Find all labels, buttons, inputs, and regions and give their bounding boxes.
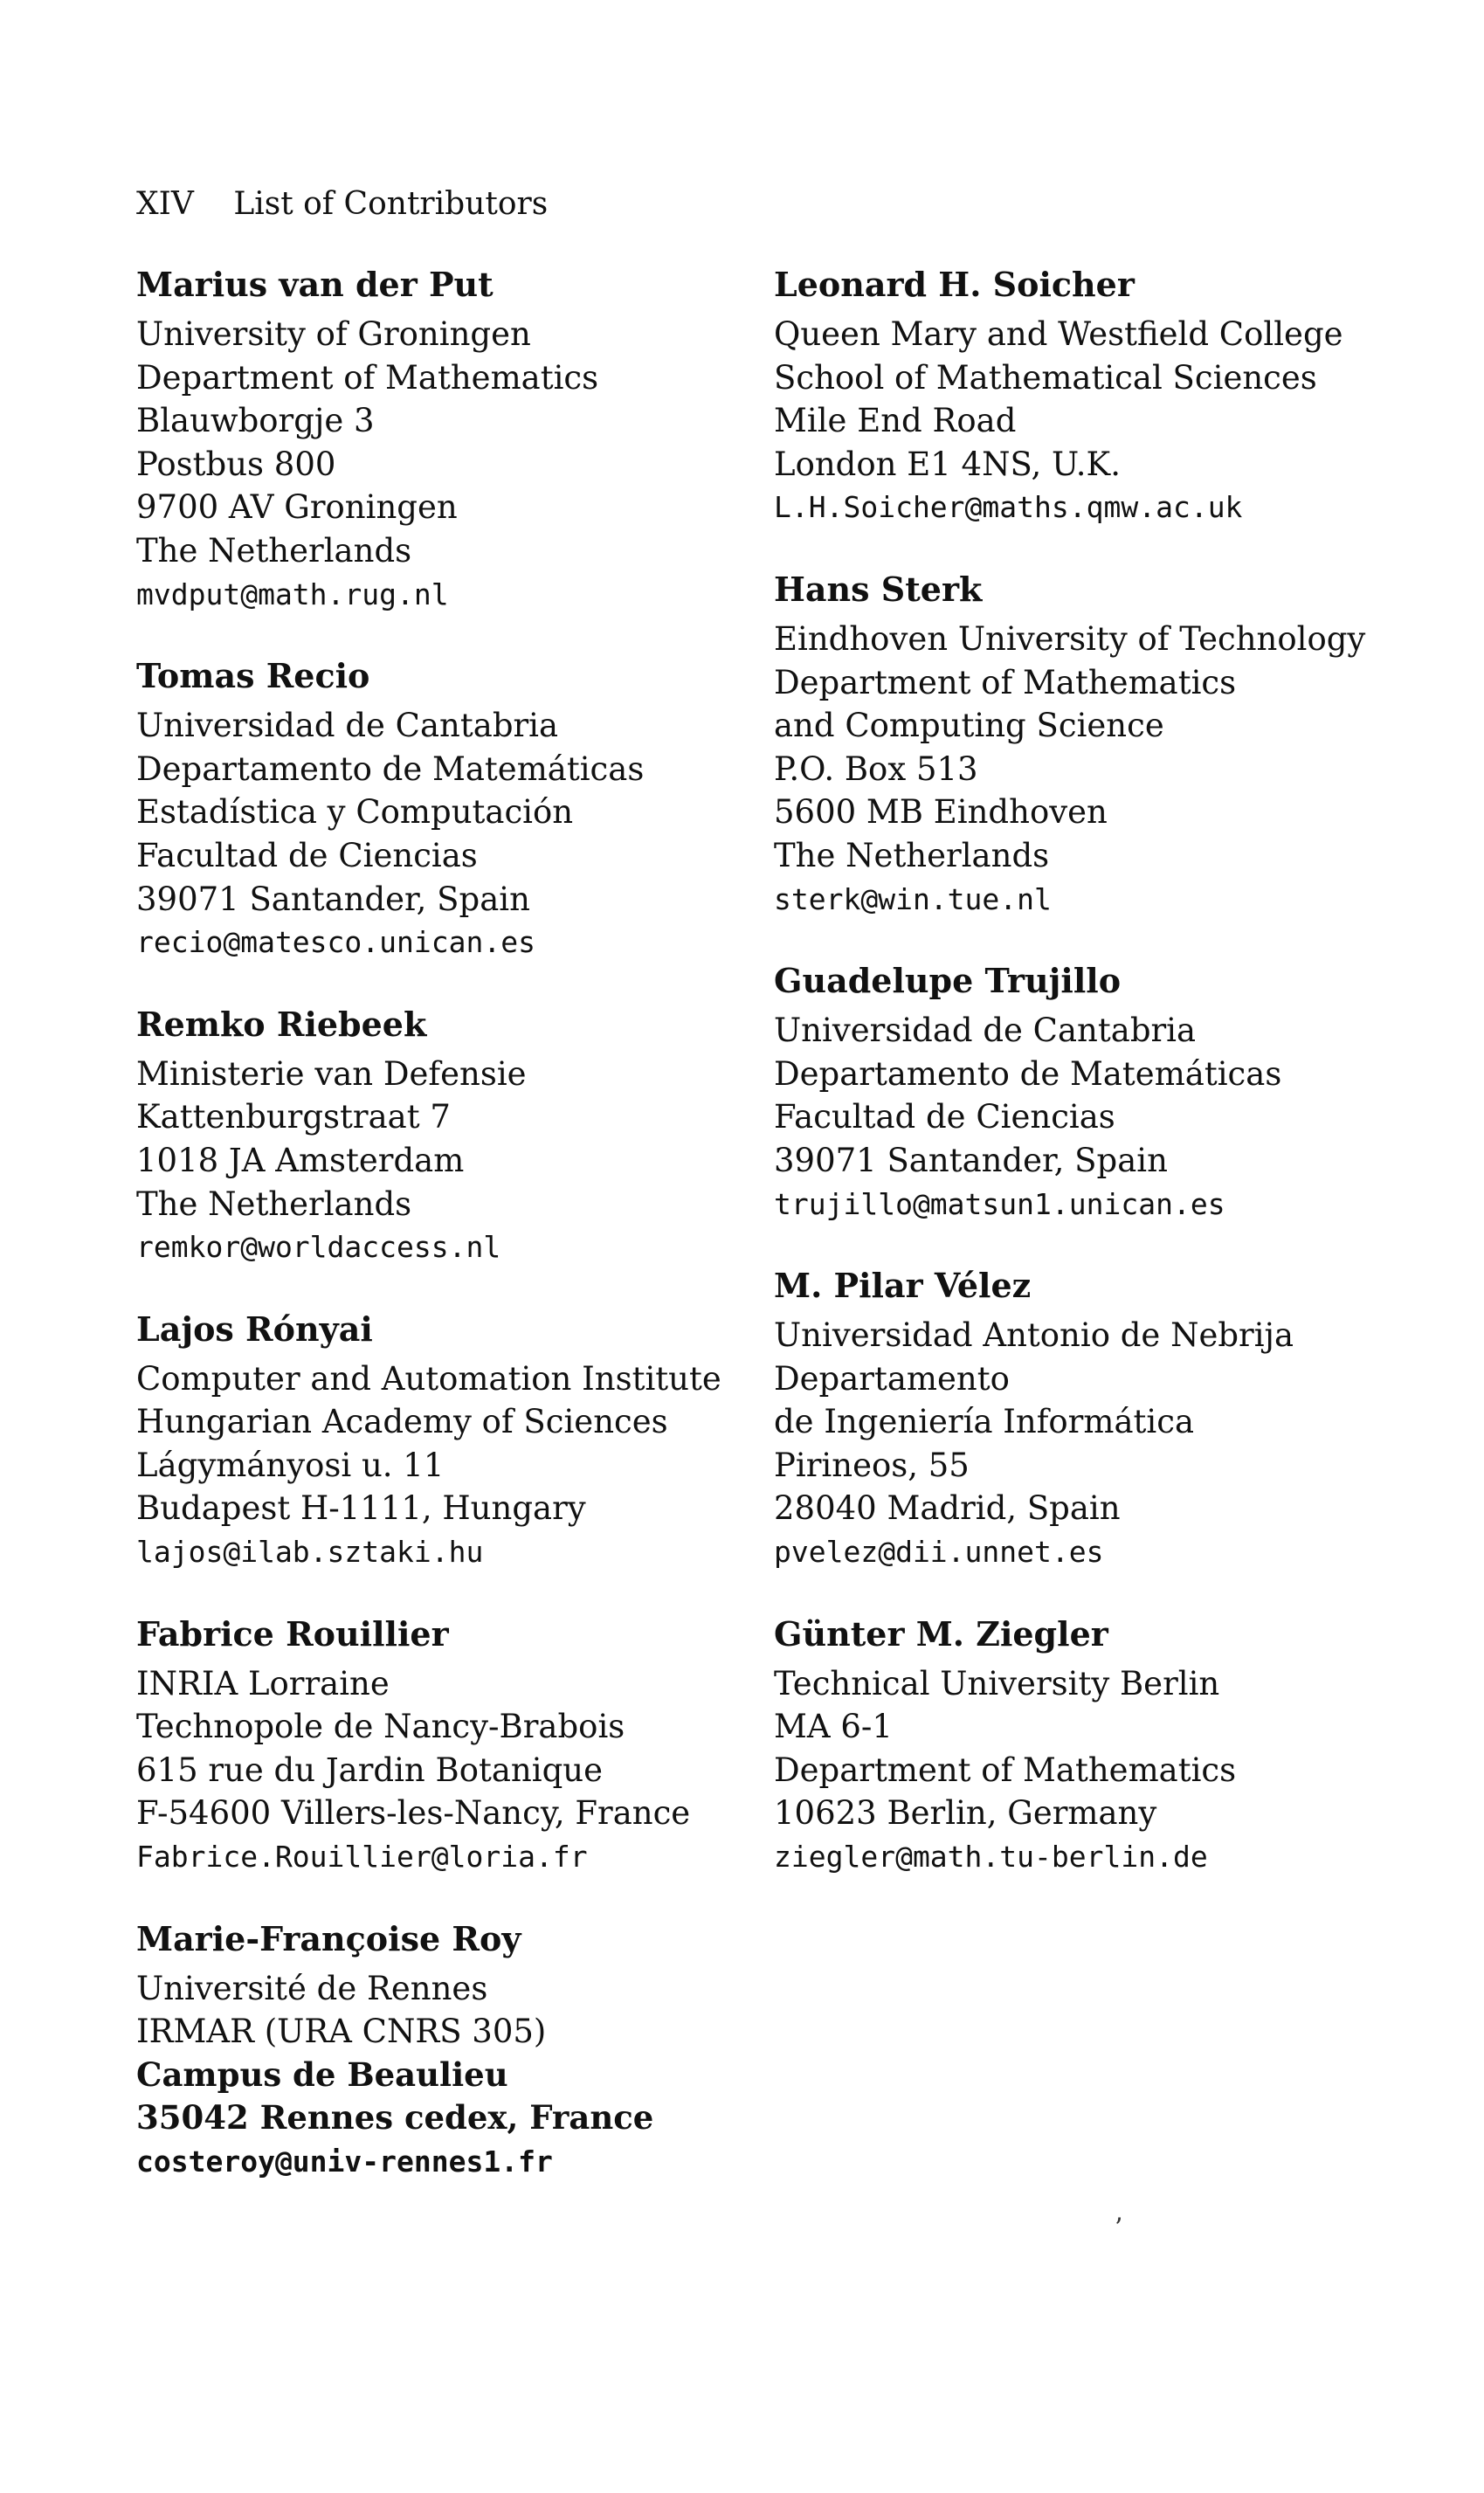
contributor-email: lajos@ilab.sztaki.hu	[136, 1535, 484, 1570]
address-line: Department of Mathematics	[136, 358, 599, 397]
address-line: 39071 Santander, Spain	[136, 880, 530, 918]
address-line: 28040 Madrid, Spain	[774, 1489, 1121, 1528]
contributor-email: trujillo@matsun1.unican.es	[774, 1186, 1225, 1221]
address-line: Eindhoven University of Technology	[774, 619, 1366, 658]
address-line: IRMAR (URA CNRS 305)	[136, 2013, 547, 2051]
address-line: Facultad de Ciencias	[136, 836, 478, 874]
address-line: Budapest H-1111, Hungary	[136, 1489, 586, 1528]
contributor-entry	[136, 1916, 800, 2184]
contributor-name: Marius van der Put	[136, 265, 494, 304]
address-line: P.O. Box 513	[774, 749, 978, 788]
address-line: Université de Rennes	[136, 1969, 488, 2007]
contributor-entry	[136, 1002, 800, 1269]
contributor-email: Fabrice.Rouillier@loria.fr	[136, 1840, 588, 1875]
address-line: INRIA Lorraine	[136, 1664, 390, 1702]
contributor-entry	[136, 262, 800, 616]
address-line: 39071 Santander, Spain	[774, 1141, 1168, 1179]
address-line: Pirineos, 55	[774, 1446, 970, 1484]
contributor-entry	[774, 262, 1438, 529]
address-line: Estadística y Computación	[136, 793, 574, 832]
contributor-name: Fabrice Rouillier	[136, 1613, 449, 1654]
contributor-name: Remko Riebeek	[136, 1004, 427, 1044]
contributor-email: costeroy@univ-rennes1.fr	[136, 2144, 553, 2179]
address-line: Departamento	[774, 1359, 1010, 1398]
running-header	[136, 185, 548, 224]
address-line: 5600 MB Eindhoven	[774, 793, 1108, 832]
contributor-entry	[136, 1612, 800, 1879]
address-line: Technopole de Nancy-Brabois	[136, 1708, 625, 1746]
address-line: The Netherlands	[136, 1184, 412, 1223]
address-line: de Ingeniería Informática	[774, 1403, 1194, 1441]
address-line: Mile End Road	[774, 402, 1017, 440]
contributor-entry	[136, 653, 800, 964]
contributor-email: sterk@win.tue.nl	[774, 881, 1052, 916]
contributor-email: recio@matesco.unican.es	[136, 925, 535, 960]
address-line: Departamento de Matemáticas	[136, 749, 645, 788]
address-line: 615 rue du Jardin Botanique	[136, 1751, 603, 1789]
address-line: Universidad de Cantabria	[136, 707, 559, 745]
contributor-name: Leonard H. Soicher	[774, 265, 1135, 304]
address-line: Departamento de Matemáticas	[774, 1054, 1282, 1093]
contributors-left-column	[136, 262, 800, 2221]
address-line: 1018 JA Amsterdam	[136, 1141, 465, 1179]
address-line: MA 6-1	[774, 1708, 893, 1746]
address-line: Blauwborgje 3	[136, 402, 375, 440]
stray-mark: ʼ	[1114, 2213, 1122, 2244]
address-line: London E1 4NS, U.K.	[774, 445, 1121, 483]
contributor-entry	[774, 567, 1438, 921]
contributor-name: Hans Sterk	[774, 569, 983, 609]
address-line: Technical University Berlin	[774, 1664, 1220, 1702]
contributor-email: ziegler@math.tu-berlin.de	[774, 1840, 1208, 1875]
contributor-entry	[136, 1307, 800, 1574]
contributor-name: Lajos Rónyai	[136, 1309, 373, 1349]
page-number: XIV	[136, 186, 194, 222]
contributor-entry	[774, 1612, 1438, 1879]
contributors-right-column	[774, 262, 1438, 1916]
running-title: List of Contributors	[233, 186, 549, 222]
address-line: Facultad de Ciencias	[774, 1098, 1115, 1136]
address-line: and Computing Science	[774, 707, 1164, 745]
contributor-name: Günter M. Ziegler	[774, 1613, 1108, 1654]
address-line: Queen Mary and Westfield College	[774, 315, 1343, 353]
address-line: Postbus 800	[136, 445, 336, 483]
address-line: Universidad Antonio de Nebrija	[774, 1316, 1294, 1355]
address-line: The Netherlands	[136, 531, 412, 570]
contributor-name: Guadelupe Trujillo	[774, 961, 1122, 1001]
address-line: 35042 Rennes cedex, France	[136, 2098, 654, 2137]
address-line: Computer and Automation Institute	[136, 1359, 721, 1398]
address-line: Ministerie van Defensie	[136, 1054, 527, 1093]
contributor-entry	[774, 958, 1438, 1226]
contributor-name: Tomas Recio	[136, 656, 370, 696]
contributor-email: mvdput@math.rug.nl	[136, 577, 449, 611]
contributor-entry	[774, 1263, 1438, 1574]
address-line: Hungarian Academy of Sciences	[136, 1403, 668, 1441]
address-line: Department of Mathematics	[774, 1751, 1237, 1789]
address-line: The Netherlands	[774, 836, 1050, 874]
contributor-name: Marie-Françoise Roy	[136, 1918, 521, 1958]
address-line: F-54600 Villers-les-Nancy, France	[136, 1794, 691, 1833]
address-line: Universidad de Cantabria	[774, 1012, 1197, 1050]
address-line: Lágymányosi u. 11	[136, 1446, 445, 1484]
address-line: Department of Mathematics	[774, 663, 1237, 701]
contributor-email: remkor@worldaccess.nl	[136, 1230, 501, 1265]
contributor-name: M. Pilar Vélez	[774, 1266, 1032, 1306]
address-line: University of Groningen	[136, 315, 531, 353]
contributor-email: pvelez@dii.unnet.es	[774, 1535, 1104, 1570]
address-line: Kattenburgstraat 7	[136, 1098, 451, 1136]
address-line: School of Mathematical Sciences	[774, 358, 1317, 397]
contributor-email: L.H.Soicher@maths.qmw.ac.uk	[774, 490, 1243, 525]
address-line: 10623 Berlin, Germany	[774, 1794, 1157, 1833]
address-line: Campus de Beaulieu	[136, 2054, 508, 2094]
address-line: 9700 AV Groningen	[136, 488, 458, 527]
